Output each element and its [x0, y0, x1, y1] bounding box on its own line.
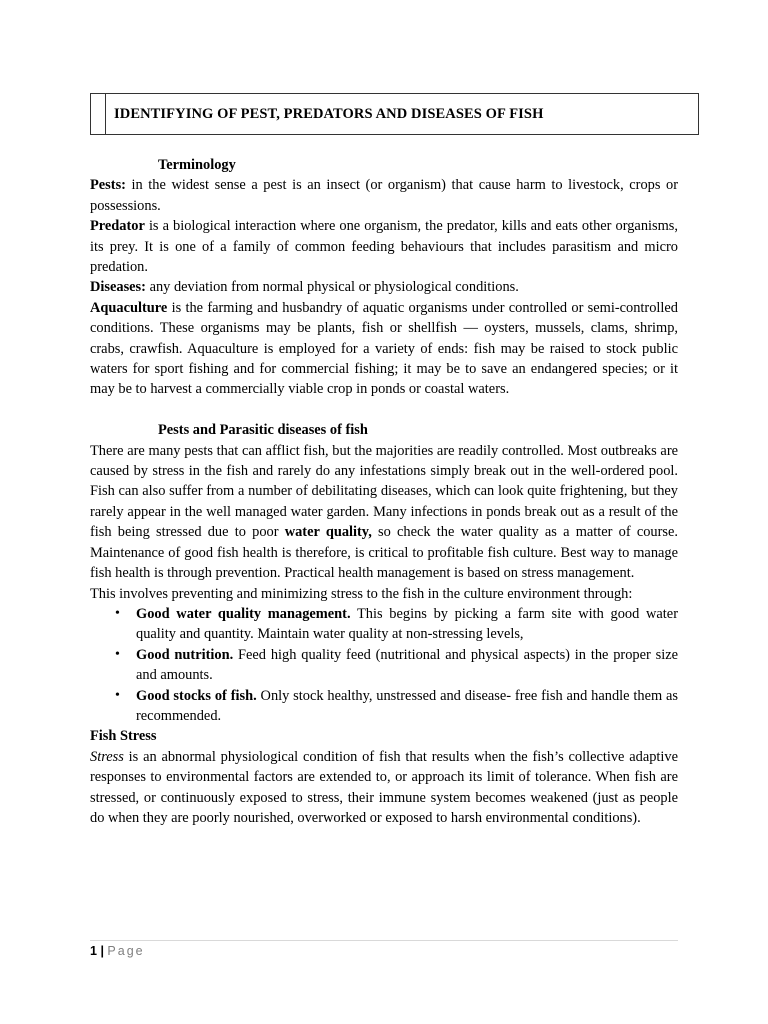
diseases-definition: [90, 277, 678, 297]
pests-section-paragraph: [90, 441, 678, 584]
footer-separator: |: [100, 944, 104, 958]
title-box: [90, 93, 699, 135]
bullet-icon: •: [115, 646, 120, 662]
list-item-title: Good nutrition.: [136, 646, 234, 663]
predator-text: is a biological interaction where one organism, the predator, kills and eats other organisms, its prey. It is one of a family of common feeding behaviours that includes parasitism and micro predation.: [90, 218, 678, 276]
aquaculture-definition: [90, 298, 678, 400]
page-number: 1: [90, 944, 97, 958]
pests-text: in the widest sense a pest is an insect (or organism) that cause harm to livestock, crops or possessions.: [90, 177, 678, 214]
pests-paragraph-part1: There are many pests that can afflict fish, but the majorities are readily controlled. Most outbreaks are caused by stress in the fish and rarely do any infestations simply break out in the well-ordered pool. Fish can also suffer from a number of debilitating diseases, which can look quite frightening, but they rarely appear in the well managed water garden. Many infections in ponds break out as a result of the fish being stressed due to poor: [90, 442, 678, 541]
fish-stress-text: is an abnormal physiological condition of fish that results when the fish’s collective adaptive responses to environmental factors are extended to, or approach its limit of tolerance. When fish are stressed, or continuously exposed to stress, their immune system becomes weakened (just as people do when they are poorly nourished, overworked or exposed to harsh environmental conditions).: [90, 748, 678, 826]
list-item: [90, 645, 678, 686]
diseases-text: any deviation from normal physical or physiological conditions.: [145, 279, 519, 296]
pests-definition: [90, 175, 678, 216]
fish-stress-heading: [90, 726, 678, 746]
footer-divider: [90, 940, 678, 941]
title-box-bar: [91, 94, 106, 134]
spacer: [90, 400, 678, 420]
list-item-text: Only stock healthy, unstressed and disease- free fish and handle them as recommended.: [136, 687, 678, 724]
predator-term: Predator: [90, 218, 145, 235]
page-label: Page: [107, 944, 145, 958]
list-item: [90, 686, 678, 727]
pests-term: Pests:: [90, 177, 126, 194]
water-quality-emphasis: water quality,: [284, 524, 372, 541]
pests-section-heading: Pests and Parasitic diseases of fish: [158, 422, 368, 439]
stress-prevention-list: [90, 604, 678, 726]
page-title: IDENTIFYING OF PEST, PREDATORS AND DISEASES OF FISH: [114, 106, 544, 122]
fish-stress-heading-text: Fish Stress: [90, 728, 157, 745]
list-item-text: This begins by picking a farm site with good water quality and quantity. Maintain water quality at non-stressing levels,: [136, 605, 678, 643]
aquaculture-term: Aquaculture: [90, 299, 168, 316]
bullet-icon: •: [115, 605, 120, 621]
stress-prevention-intro: This involves preventing and minimizing stress to the fish in the culture environment through:: [90, 585, 633, 602]
page-footer: [90, 943, 145, 959]
list-item-title: Good stocks of fish.: [136, 687, 257, 704]
predator-definition: [90, 216, 678, 277]
list-item-text: Feed high quality feed (nutritional and physical aspects) in the proper size and amounts.: [136, 646, 678, 684]
list-item: [90, 604, 678, 645]
diseases-term: Diseases:: [90, 279, 146, 296]
aquaculture-text: is the farming and husbandry of aquatic organisms under controlled or semi-controlled conditions. These organisms may be plants, fish or shellfish — oysters, mussels, clams, shrimp, crabs, crawfish. Aquaculture is employed for a variety of ends: fish may be raised to stock public waters for sport fishing and for commercial fishing; it may be to save an endangered species; or it may be to harvest a commercially viable crop in ponds or coastal waters.: [90, 299, 678, 398]
pests-paragraph-part2: so check the water quality as a matter of course. Maintenance of good fish health is therefore, is critical to profitable fish culture. Best way to manage fish health is through prevention. Practical health management is based on stress management.: [90, 524, 679, 582]
list-item-title: Good water quality management.: [136, 605, 351, 622]
terminology-heading: Terminology: [158, 157, 236, 173]
document-body: [90, 155, 678, 828]
fish-stress-paragraph: [90, 747, 678, 829]
stress-term: Stress: [90, 748, 124, 765]
bullet-icon: •: [115, 687, 120, 703]
